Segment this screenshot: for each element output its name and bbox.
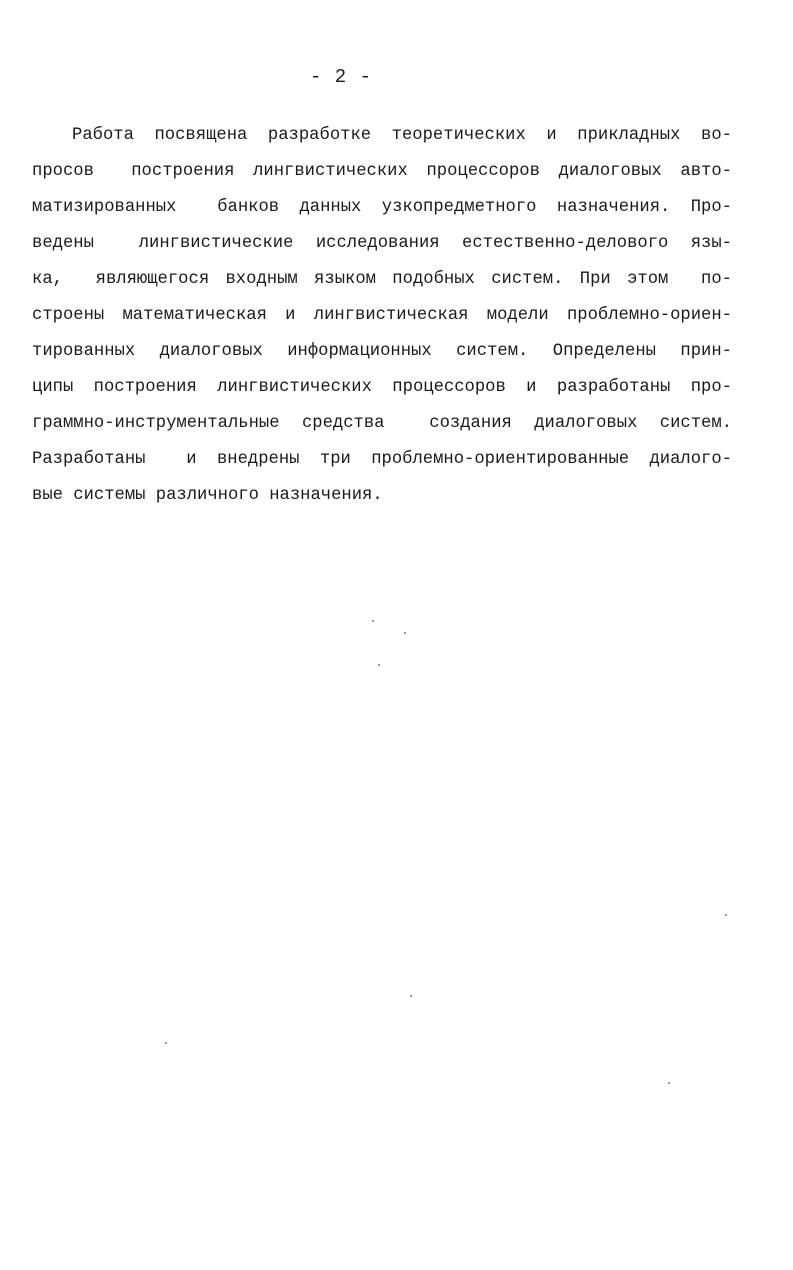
scan-speck (410, 995, 412, 997)
scan-speck (372, 620, 374, 622)
abstract-line: матизированных банков данных узкопредметного назначения. Про- (32, 198, 732, 217)
scan-speck (378, 664, 380, 666)
abstract-line: Разработаны и внедрены три проблемно-ориентированные диалого- (32, 450, 732, 469)
abstract-paragraph (32, 118, 732, 514)
abstract-line: Работа посвящена разработке теоретических и прикладных во- (72, 126, 732, 145)
scan-speck (165, 1042, 167, 1044)
abstract-line: ведены лингвистические исследования естественно-делового язы- (32, 234, 732, 253)
abstract-line: тированных диалоговых информационных систем. Определены прин- (32, 342, 732, 361)
scan-speck (725, 914, 727, 916)
abstract-line: ка, являющегося входным языком подобных систем. При этом по- (32, 270, 732, 289)
page-number: - 2 - (309, 66, 372, 88)
scan-speck (404, 632, 406, 634)
abstract-line: граммно-инструментальные средства создания диалоговых систем. (32, 414, 732, 433)
abstract-line: строены математическая и лингвистическая модели проблемно-ориен- (32, 306, 732, 325)
abstract-line: ципы построения лингвистических процессоров и разработаны про- (32, 378, 732, 397)
abstract-line: просов построения лингвистических процессоров диалоговых авто- (32, 162, 732, 181)
abstract-line: вые системы различного назначения. (32, 486, 383, 505)
scan-speck (668, 1082, 670, 1084)
